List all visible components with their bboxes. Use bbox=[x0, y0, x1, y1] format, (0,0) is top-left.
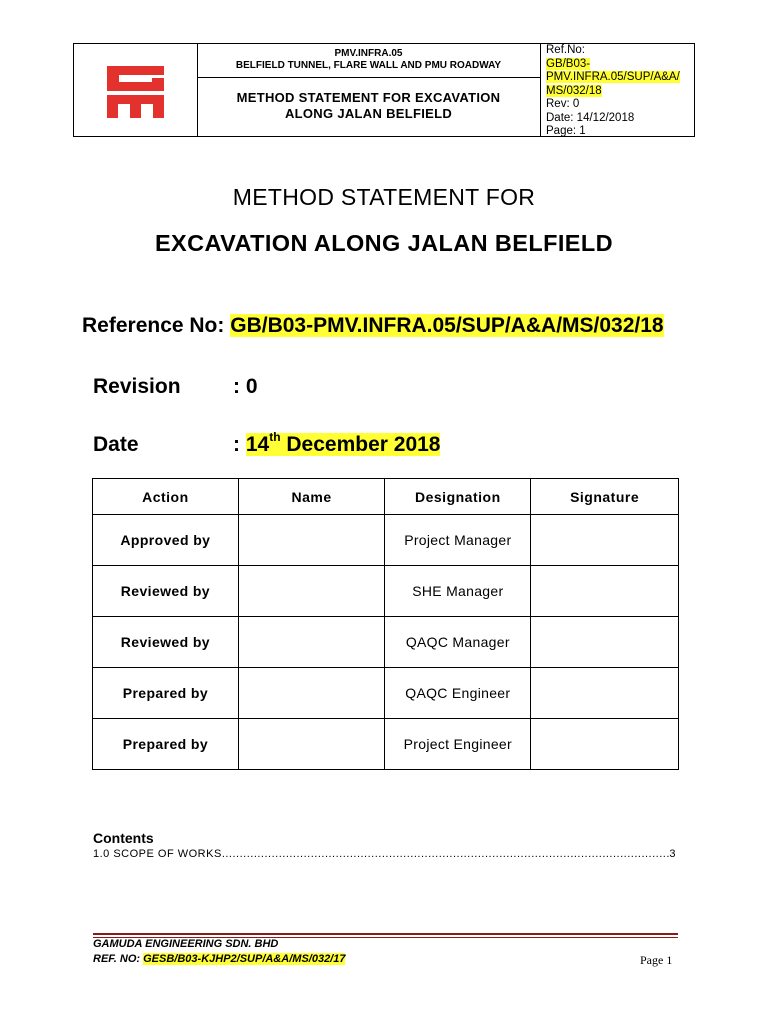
signature-cell bbox=[531, 719, 679, 770]
name-cell bbox=[238, 668, 385, 719]
action-cell: Approved by bbox=[93, 515, 239, 566]
header-block bbox=[73, 43, 695, 137]
gamuda-logo-icon bbox=[74, 44, 197, 136]
ref-label: Ref.No: bbox=[546, 44, 585, 56]
action-cell: Prepared by bbox=[93, 719, 239, 770]
toc-entry-title[interactable]: 1.0 SCOPE OF WORKS bbox=[93, 848, 222, 860]
action-cell: Reviewed by bbox=[93, 566, 239, 617]
action-cell: Prepared by bbox=[93, 668, 239, 719]
toc-entry[interactable] bbox=[93, 848, 676, 860]
document-title-line1: METHOD STATEMENT FOR EXCAVATION bbox=[236, 90, 501, 105]
date-suffix: th bbox=[269, 430, 281, 444]
date-day: 14 bbox=[245, 433, 270, 456]
document-title bbox=[197, 78, 540, 136]
header-designation: Designation bbox=[385, 479, 531, 515]
main-title-line2: EXCAVATION ALONG JALAN BELFIELD bbox=[154, 230, 614, 256]
date-value bbox=[233, 430, 441, 457]
designation-cell: QAQC Engineer bbox=[385, 668, 531, 719]
table-row bbox=[93, 719, 679, 770]
project-code: PMV.INFRA.05 bbox=[334, 48, 403, 59]
table-row bbox=[93, 668, 679, 719]
ref-line1: GB/B03- bbox=[546, 57, 591, 70]
name-cell bbox=[238, 566, 385, 617]
page-info: Page: 1 bbox=[546, 125, 586, 137]
ref-info-cell bbox=[541, 44, 694, 136]
table-row bbox=[93, 515, 679, 566]
main-title-line1: METHOD STATEMENT FOR bbox=[232, 184, 536, 210]
document-title-line2: ALONG JALAN BELFIELD bbox=[284, 106, 453, 121]
designation-cell: Project Engineer bbox=[385, 719, 531, 770]
signature-cell bbox=[531, 566, 679, 617]
designation-cell: SHE Manager bbox=[385, 566, 531, 617]
footer-page-number: Page 1 bbox=[640, 953, 673, 967]
signoff-table bbox=[92, 478, 679, 770]
signoff-header-row bbox=[93, 479, 679, 515]
header-signature: Signature bbox=[531, 479, 679, 515]
date-rest: December 2018 bbox=[286, 433, 441, 456]
project-name: BELFIELD TUNNEL, FLARE WALL AND PMU ROADWAY bbox=[235, 60, 502, 71]
footer-rule-thick bbox=[93, 933, 678, 935]
table-row bbox=[93, 617, 679, 668]
revision-value: : 0 bbox=[233, 375, 258, 398]
header-name: Name bbox=[238, 479, 385, 515]
reference-line bbox=[82, 314, 664, 338]
designation-cell: QAQC Manager bbox=[385, 617, 531, 668]
revision-line bbox=[93, 375, 258, 399]
name-cell bbox=[238, 515, 385, 566]
footer-company: GAMUDA ENGINEERING SDN. BHD bbox=[93, 938, 279, 950]
reference-label: Reference No: bbox=[82, 314, 225, 337]
table-row bbox=[93, 566, 679, 617]
date-colon: : bbox=[233, 433, 240, 456]
toc-leader-dots bbox=[222, 848, 670, 860]
date-label: Date bbox=[93, 433, 139, 456]
name-cell bbox=[238, 719, 385, 770]
signature-cell bbox=[531, 515, 679, 566]
action-cell: Reviewed by bbox=[93, 617, 239, 668]
project-title-cell bbox=[197, 44, 541, 136]
reference-value: GB/B03-PMV.INFRA.05/SUP/A&A/MS/032/18 bbox=[230, 314, 664, 337]
logo-cell bbox=[74, 44, 198, 136]
ref-line2: PMV.INFRA.05/SUP/A&A/ bbox=[546, 71, 680, 83]
date-line bbox=[93, 430, 441, 457]
designation-cell: Project Manager bbox=[385, 515, 531, 566]
rev-info: Rev: 0 bbox=[546, 98, 580, 110]
date-info: Date: 14/12/2018 bbox=[546, 111, 635, 124]
signature-cell bbox=[531, 617, 679, 668]
name-cell bbox=[238, 617, 385, 668]
revision-label: Revision bbox=[93, 375, 181, 398]
footer-ref-value: GESB/B03-KJHP2/SUP/A&A/MS/032/17 bbox=[143, 953, 346, 965]
toc-entry-page[interactable]: 3 bbox=[669, 848, 676, 860]
header-action: Action bbox=[93, 479, 239, 515]
signature-cell bbox=[531, 668, 679, 719]
project-info bbox=[197, 44, 540, 78]
ref-line3: MS/032/18 bbox=[546, 84, 602, 97]
contents-heading: Contents bbox=[93, 830, 154, 846]
footer-ref-label: REF. NO: bbox=[93, 953, 141, 965]
footer-reference bbox=[93, 953, 345, 965]
